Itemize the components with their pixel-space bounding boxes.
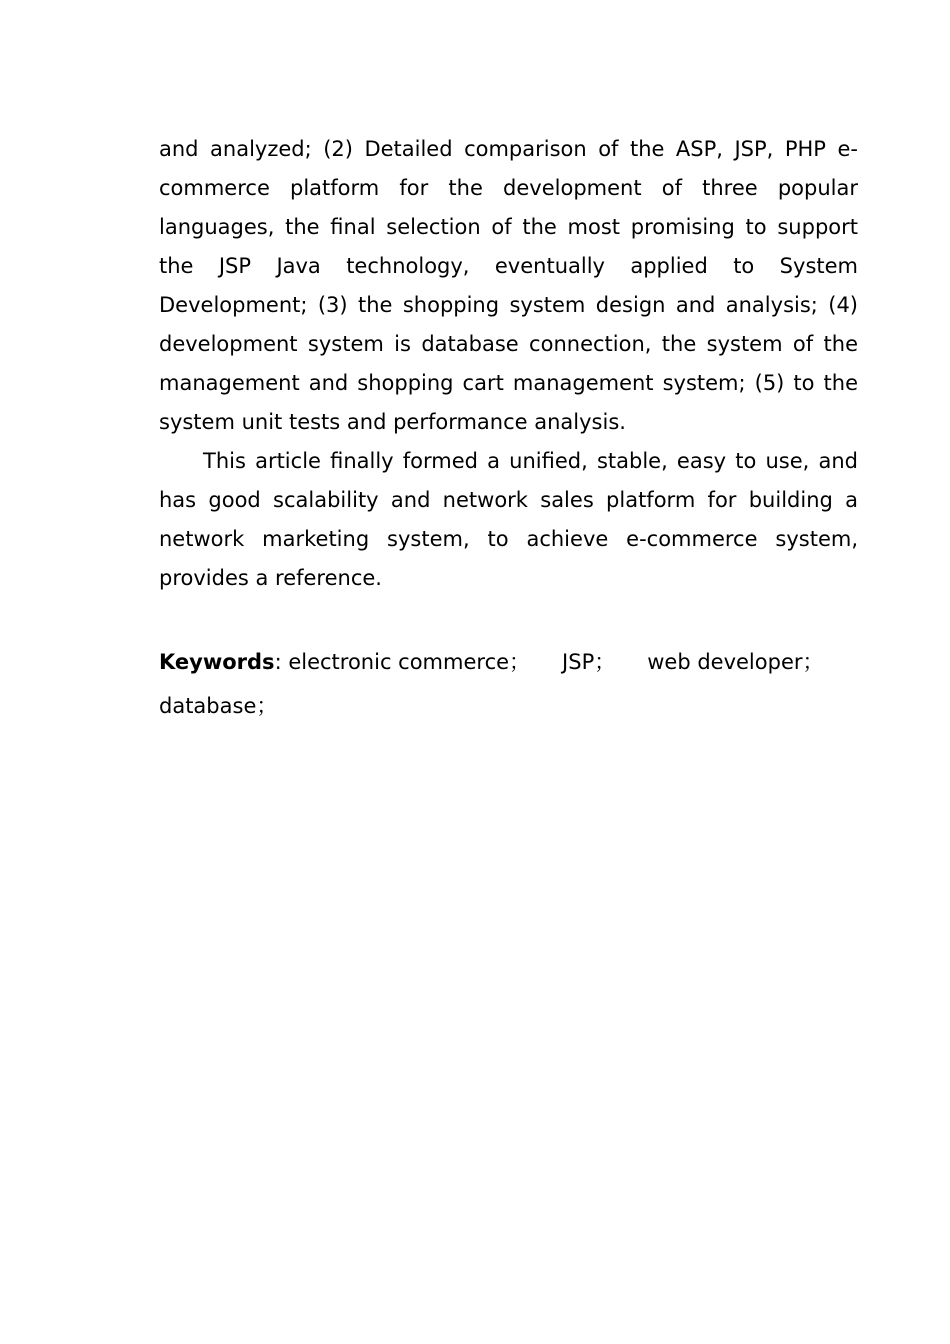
abstract-body: [159, 130, 858, 728]
keyword-item: electronic commerce；: [288, 650, 531, 674]
keywords-colon: :: [274, 650, 282, 674]
keyword-item: database；: [159, 694, 278, 718]
abstract-paragraph: This article finally formed a unified, stable, easy to use, and has good scalability and network sales platform for building a network marketing system, to achieve e-commerce system, provides a reference.: [159, 449, 858, 590]
abstract-paragraph: and analyzed; (2) Detailed comparison of the ASP, JSP, PHP e-commerce platform for the development of three popular languages, the final selection of the most promising to support the JSP Java technology, eventually applied to System Development; (3) the shopping system design and analysis; (4) development system is database connection, the system of the management and shopping cart management system; (5) to the system unit tests and performance analysis.: [159, 137, 858, 434]
keyword-item: web developer；: [647, 650, 824, 674]
keywords-label: Keywords: [159, 650, 275, 674]
keyword-item: JSP；: [562, 650, 616, 674]
keywords-line: [159, 640, 858, 728]
